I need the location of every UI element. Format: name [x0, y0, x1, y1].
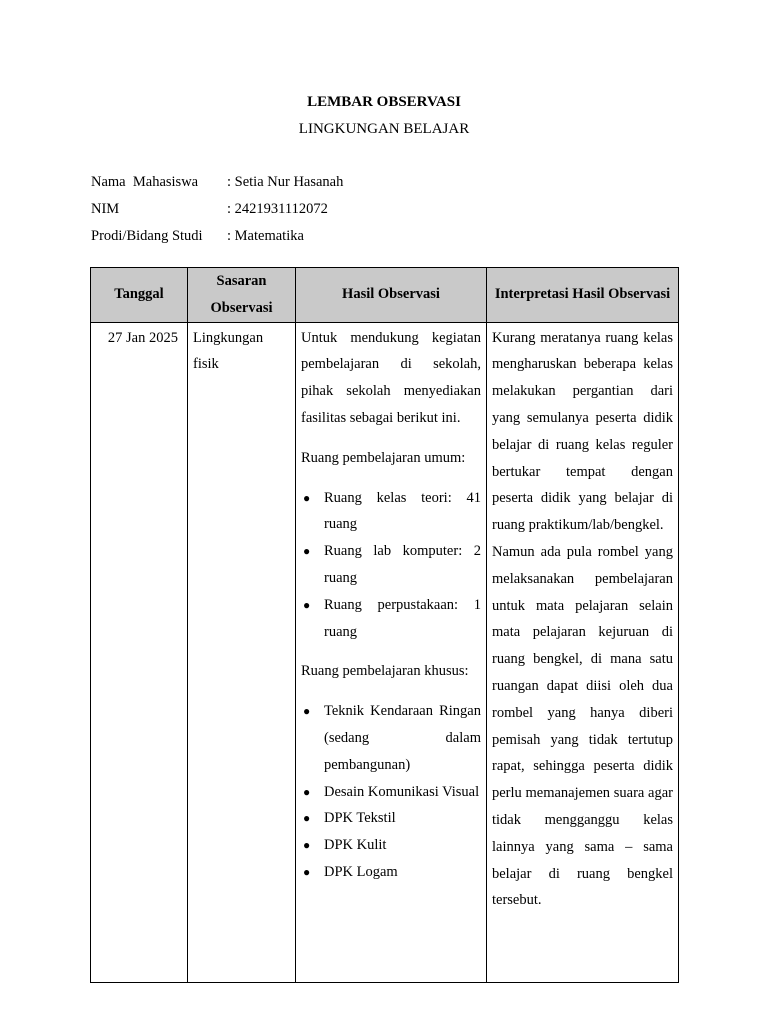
header-interpretation: Interpretasi Hasil Observasi	[487, 268, 679, 323]
table-header-row	[91, 268, 679, 323]
interpretation-paragraph: Kurang meratanya ruang kelas mengharuskan beberapa kelas melakukan pergantian dari yang semulanya peserta didik belajar di ruang kelas reguler bertukar tempat dengan peserta didik yang belajar di ruang praktikum/lab/bengkel.	[492, 329, 673, 534]
header-target: Sasaran Observasi	[188, 268, 296, 323]
list-item: ● Ruang perpustakaan: 1 ruang	[301, 592, 481, 646]
special-list	[301, 698, 481, 886]
student-info	[91, 172, 343, 253]
list-item: ● DPK Logam	[301, 859, 481, 886]
cell-date: 27 Jan 2025	[91, 322, 188, 982]
bullet-icon: ●	[303, 490, 311, 505]
observation-table	[90, 267, 679, 983]
bullet-icon: ●	[303, 597, 311, 612]
list-item: ● Ruang lab komputer: 2 ruang	[301, 538, 481, 592]
special-heading: Ruang pembelajaran khusus:	[301, 663, 469, 680]
info-value: : 2421931112072	[227, 201, 328, 217]
info-label: Nama Mahasiswa	[91, 174, 199, 190]
cell-interpretation	[487, 322, 679, 982]
list-item: ● DPK Tekstil	[301, 805, 481, 832]
bullet-icon: ●	[303, 544, 311, 559]
bullet-icon: ●	[303, 784, 311, 799]
list-item: ● Teknik Kendaraan Ringan (sedang dalam pembangunan)	[301, 698, 481, 778]
bullet-icon: ●	[303, 811, 311, 826]
general-list	[301, 485, 481, 646]
header-date: Tanggal	[91, 268, 188, 323]
cell-target: Lingkungan fisik	[188, 322, 296, 982]
bullet-icon: ●	[303, 864, 311, 879]
list-item: ● Desain Komunikasi Visual	[301, 779, 481, 806]
info-row-program	[91, 226, 343, 253]
info-value: : Setia Nur Hasanah	[227, 174, 344, 190]
result-intro: Untuk mendukung kegiatan pembelajaran di sekolah, pihak sekolah menyediakan fasilitas sebagai berikut ini.	[301, 329, 481, 426]
info-label: Prodi/Bidang Studi	[91, 228, 203, 244]
list-item: ● DPK Kulit	[301, 832, 481, 859]
info-row-name	[91, 172, 343, 199]
bullet-icon: ●	[303, 704, 311, 719]
document-subtitle: LINGKUNGAN BELAJAR	[298, 121, 470, 137]
cell-result	[296, 322, 487, 982]
table-row	[91, 322, 679, 982]
interpretation-paragraph: Namun ada pula rombel yang melaksanakan pembelajaran untuk mata pelajaran selain mata pelajaran kejuruan di ruang bengkel, di mana satu ruangan dapat diisi oleh dua rombel yang hanya diberi pemisah yang tidak tertutup rapat, sehingga peserta didik perlu memanajemen suara agar tidak mengganggu kelas lainnya yang sama – sama belajar di ruang bengkel tersebut.	[492, 543, 673, 909]
document-title: LEMBAR OBSERVASI	[307, 94, 461, 110]
header-result: Hasil Observasi	[296, 268, 487, 323]
general-heading: Ruang pembelajaran umum:	[301, 449, 466, 466]
list-item: ● Ruang kelas teori: 41 ruang	[301, 485, 481, 539]
info-row-nim	[91, 199, 343, 226]
info-value: : Matematika	[227, 228, 304, 244]
info-label: NIM	[91, 201, 120, 217]
bullet-icon: ●	[303, 838, 311, 853]
